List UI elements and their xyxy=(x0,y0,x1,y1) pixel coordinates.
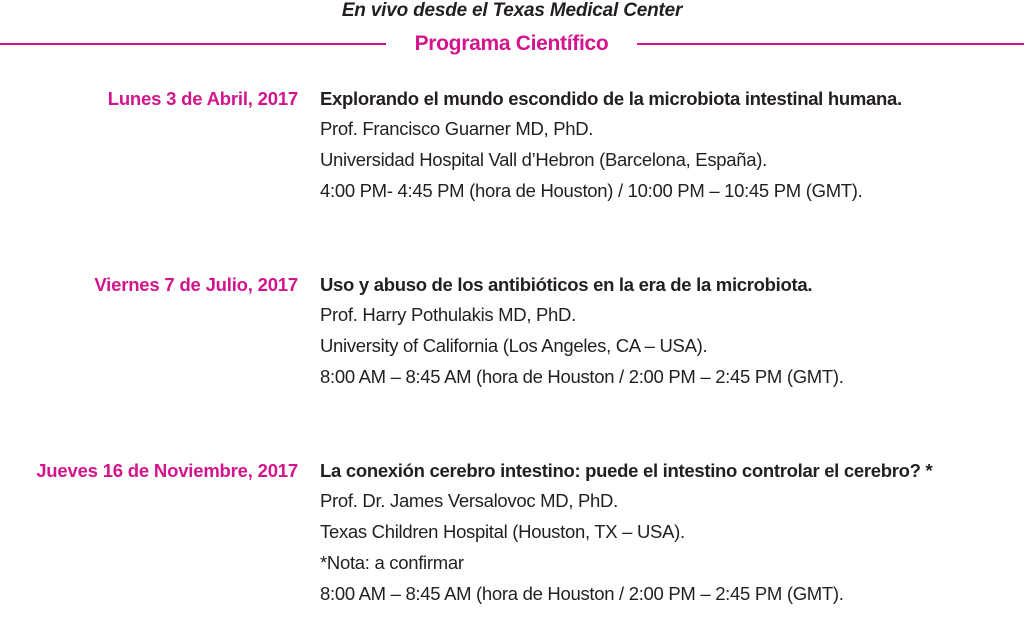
event-title: Explorando el mundo escondido de la microbiota intestinal humana. xyxy=(320,88,902,109)
event-date: Lunes 3 de Abril, 2017 xyxy=(107,88,298,109)
event-speaker: Prof. Francisco Guarner MD, PhD. xyxy=(320,118,594,139)
event-time: 4:00 PM- 4:45 PM (hora de Houston) / 10:00 PM – 10:45 PM (GMT). xyxy=(320,180,863,201)
event-speaker: Prof. Dr. James Versalovoc MD, PhD. xyxy=(320,490,618,511)
event-time: 8:00 AM – 8:45 AM (hora de Houston / 2:00 PM – 2:45 PM (GMT). xyxy=(320,583,844,604)
event-date: Jueves 16 de Noviembre, 2017 xyxy=(36,460,298,481)
event-institution: Universidad Hospital Vall d’Hebron (Barcelona, España). xyxy=(320,149,767,170)
event-date: Viernes 7 de Julio, 2017 xyxy=(94,274,298,295)
event-body xyxy=(320,459,1024,609)
event-institution: University of California (Los Angeles, CA – USA). xyxy=(320,335,708,356)
event-title: La conexión cerebro intestino: puede el intestino controlar el cerebro? * xyxy=(320,460,933,481)
divider-left xyxy=(0,43,386,45)
section-title: Programa Científico xyxy=(414,32,609,55)
event-body xyxy=(320,87,1024,206)
event-speaker: Prof. Harry Pothulakis MD, PhD. xyxy=(320,304,576,325)
event-time: 8:00 AM – 8:45 AM (hora de Houston / 2:00 PM – 2:45 PM (GMT). xyxy=(320,366,844,387)
section-header xyxy=(0,30,1024,58)
event-institution: Texas Children Hospital (Houston, TX – USA). xyxy=(320,521,685,542)
event-title: Uso y abuso de los antibióticos en la era de la microbiota. xyxy=(320,274,813,295)
event-body xyxy=(320,273,1024,392)
event-note: *Nota: a confirmar xyxy=(320,552,464,573)
subtitle: En vivo desde el Texas Medical Center xyxy=(341,0,683,21)
divider-right xyxy=(637,43,1024,45)
